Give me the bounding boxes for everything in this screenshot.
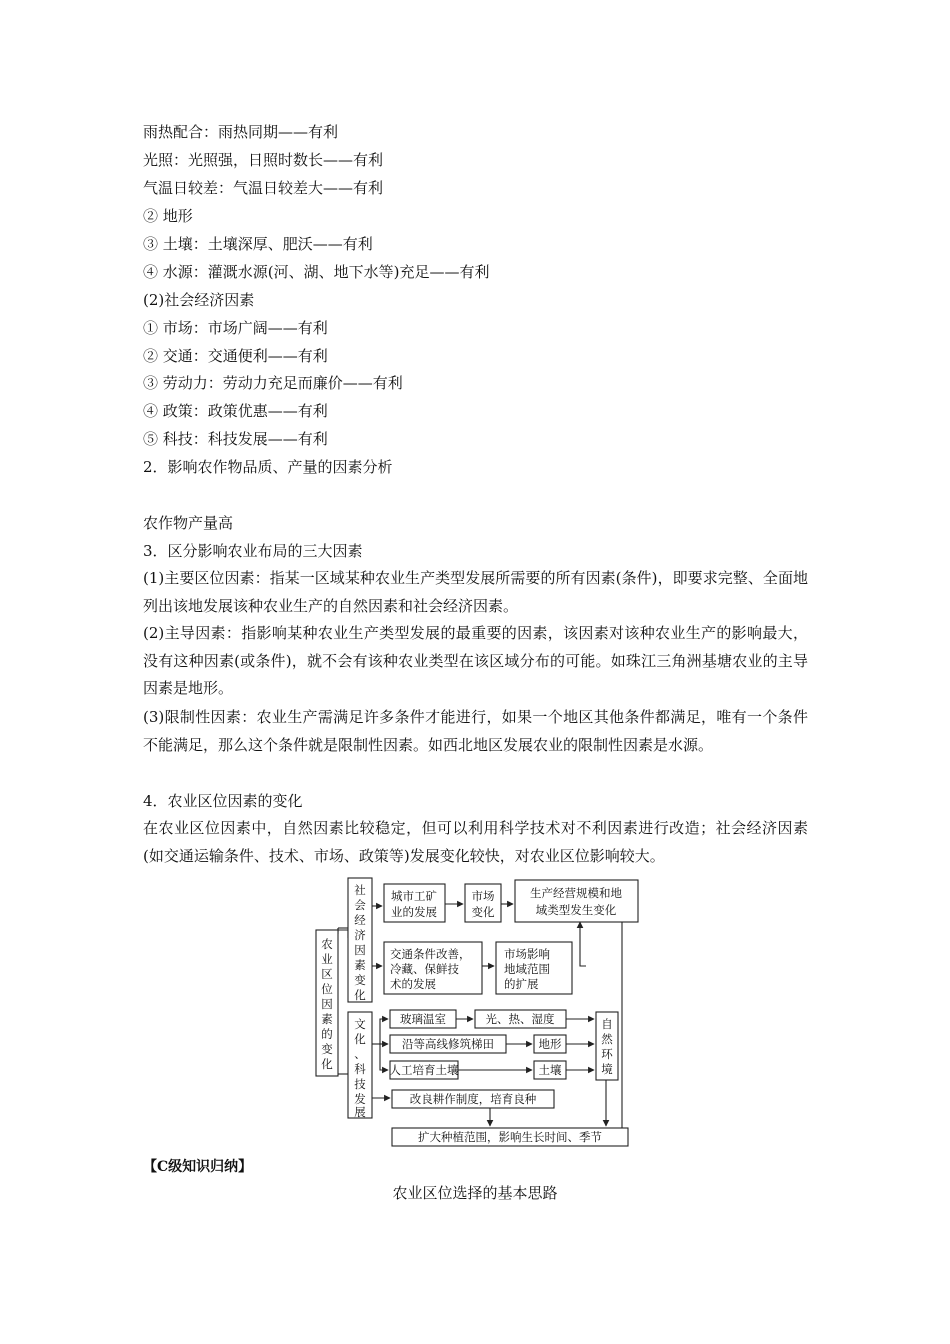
text-line-transport: ② 交通：交通便利——有利 <box>143 347 328 365</box>
text-line-tech: ⑤ 科技：科技发展——有利 <box>143 430 328 448</box>
node-expand-label: 扩大种植范围，影响生长时间、季节 <box>418 1130 602 1144</box>
node-tech-char-2: 、 <box>354 1047 366 1061</box>
node-transport-line-1: 交通条件改善， <box>390 947 471 961</box>
node-transport <box>384 942 482 994</box>
text-line-water: ④ 水源：灌溉水源(河、湖、地下水等)充足——有利 <box>143 263 490 281</box>
node-soil-build <box>390 1061 459 1079</box>
node-nature-char-2: 环 <box>601 1047 613 1061</box>
node-improve <box>392 1090 554 1108</box>
node-market-change-line-2: 变化 <box>471 905 495 919</box>
text-line-temp-range: 气温日较差：气温日较差大——有利 <box>143 179 384 197</box>
c-level-heading: 【C级知识归纳】 <box>143 1159 253 1175</box>
node-social-char-3: 济 <box>354 928 366 942</box>
node-improve-label: 改良耕作制度，培育良种 <box>409 1092 537 1106</box>
node-social-char-6: 变 <box>354 973 366 987</box>
node-scale-line-1: 生产经营规模和地 <box>530 886 622 900</box>
node-root-char-1: 业 <box>321 952 333 966</box>
text-line-terrain: ② 地形 <box>143 207 193 225</box>
node-tech-char-0: 文 <box>354 1017 366 1031</box>
node-root-char-6: 的 <box>321 1027 333 1041</box>
node-root-char-5: 素 <box>321 1012 333 1026</box>
node-scale <box>515 880 638 922</box>
node-market-change <box>465 884 501 922</box>
section-3-title: 3．区分影响农业布局的三大因素 <box>143 542 363 560</box>
node-transport-line-2: 冷藏、保鲜技 <box>390 962 459 976</box>
node-social-char-0: 社 <box>354 883 366 897</box>
node-nature-char-1: 然 <box>601 1032 613 1046</box>
section-caption: 农业区位选择的基本思路 <box>392 1184 558 1202</box>
node-soil <box>534 1061 566 1079</box>
node-urban-line-2: 业的发展 <box>391 905 437 919</box>
node-tech-char-6: 展 <box>354 1105 366 1119</box>
text-line-sunlight: 光照：光照强，日照时数长——有利 <box>143 151 384 169</box>
text-line-labor: ③ 劳动力：劳动力充足而廉价——有利 <box>143 374 403 392</box>
node-social-char-4: 因 <box>354 943 366 957</box>
node-nature-char-3: 境 <box>601 1062 613 1076</box>
factor-change-diagram <box>310 872 640 1147</box>
node-urban-line-1: 城市工矿 <box>391 889 437 903</box>
node-soil-label: 土壤 <box>538 1063 562 1077</box>
text-line-policy: ④ 政策：政策优惠——有利 <box>143 402 328 420</box>
paragraph-main-factors: (1)主要区位因素：指某一区域某种农业生产类型发展所需要的所有因素(条件)，即要求完整、全面地列出该地发展该种农业生产的自然因素和社会经济因素。 <box>143 569 808 615</box>
node-social-char-1: 会 <box>354 898 366 912</box>
text-line-soil: ③ 土壤：土壤深厚、肥沃——有利 <box>143 235 373 253</box>
node-root-char-0: 农 <box>321 937 333 951</box>
paragraph-limiting-factor: (3)限制性因素：农业生产需满足许多条件才能进行，如果一个地区其他条件都满足，唯有一个条件不能满足，那么这个条件就是限制性因素。如西北地区发展农业的限制性因素是水源。 <box>143 708 808 754</box>
node-root-char-8: 化 <box>321 1057 333 1071</box>
node-tech-char-4: 技 <box>354 1077 366 1091</box>
node-root <box>316 930 338 1076</box>
node-terrace-label: 沿等高线修筑梯田 <box>402 1037 494 1051</box>
node-scale-line-2: 域类型发生变化 <box>535 903 617 917</box>
node-urban <box>384 884 445 922</box>
text-line-rain-heat: 雨热配合：雨热同期——有利 <box>143 123 339 141</box>
node-root-char-2: 区 <box>321 967 333 981</box>
node-social <box>348 878 372 1002</box>
node-market-range-line-2: 地域范围 <box>504 962 550 976</box>
node-tech-char-5: 发 <box>354 1092 366 1106</box>
paragraph-factor-change: 在农业区位因素中，自然因素比较稳定，但可以利用科学技术对不利因素进行改造；社会经济因素(如交通运输条件、技术、市场、政策等)发展变化较快，对农业区位影响较大。 <box>143 819 808 865</box>
node-greenhouse <box>390 1010 456 1028</box>
node-market-range-line-3: 的扩展 <box>504 977 539 991</box>
text-line-socioeconomic: (2)社会经济因素 <box>143 291 255 309</box>
node-market-range <box>496 942 572 994</box>
yield-line: 农作物产量高 <box>143 514 234 532</box>
node-market-range-line-1: 市场影响 <box>504 947 550 961</box>
node-greenhouse-label: 玻璃温室 <box>400 1012 446 1026</box>
node-root-char-4: 因 <box>321 997 333 1011</box>
node-social-char-2: 经 <box>354 913 366 927</box>
node-social-char-7: 化 <box>354 988 366 1002</box>
node-tech-char-3: 科 <box>354 1062 366 1076</box>
node-soil-build-label: 人工培育土壤 <box>389 1063 459 1077</box>
node-nature <box>596 1012 618 1080</box>
node-terrace <box>390 1035 506 1053</box>
node-root-char-7: 变 <box>321 1042 333 1056</box>
node-root-char-3: 位 <box>321 982 333 996</box>
node-expand <box>392 1128 628 1146</box>
node-transport-line-3: 术的发展 <box>390 977 436 991</box>
paragraph-dominant-factor: (2)主导因素：指影响某种农业生产类型发展的最重要的因素，该因素对该种农业生产的影响最大，没有这种因素(或条件)，就不会有该种农业类型在该区域分布的可能。如珠江三角洲基塘农业的主导因素是地形。 <box>143 624 808 697</box>
node-tech <box>348 1012 372 1119</box>
node-market-change-line-1: 市场 <box>471 889 495 903</box>
section-4-title: 4．农业区位因素的变化 <box>143 792 303 810</box>
node-terrain <box>534 1035 566 1053</box>
node-nature-char-0: 自 <box>601 1017 613 1031</box>
node-social-char-5: 素 <box>354 958 366 972</box>
section-2-title: 2．影响农作物品质、产量的因素分析 <box>143 458 393 476</box>
node-light-heat-label: 光、热、湿度 <box>485 1012 555 1026</box>
node-tech-char-1: 化 <box>354 1032 366 1046</box>
node-light-heat <box>475 1010 566 1028</box>
node-terrain-label: 地形 <box>538 1037 562 1051</box>
text-line-market: ① 市场：市场广阔——有利 <box>143 319 328 337</box>
